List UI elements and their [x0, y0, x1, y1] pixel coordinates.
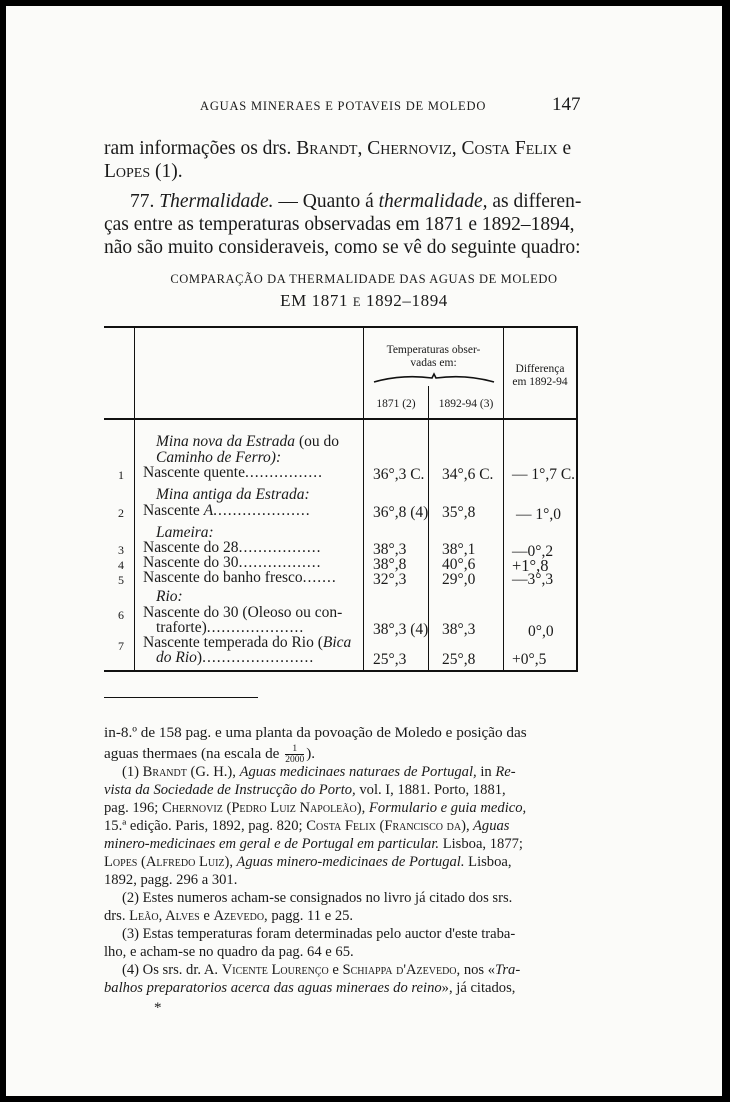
- footnote-1-line-3: [104, 800, 526, 818]
- row-diff: —0°,2: [512, 543, 554, 560]
- row-number: 4: [118, 558, 124, 572]
- footnote-1-line-4: [104, 818, 509, 836]
- header-1892: 1892-94 (3): [438, 398, 494, 410]
- table-row-name-cont: [156, 649, 314, 667]
- row-t1871: 38°,8: [373, 556, 407, 573]
- group-mina-nova-alt: (ou do: [295, 433, 339, 450]
- section-emphasis: thermalidade,: [378, 191, 488, 212]
- row-diff: — 1°,7 C.: [512, 466, 576, 483]
- intro-footnote-ref: (1).: [150, 161, 183, 182]
- intro-text-end: e: [557, 138, 572, 159]
- row-t1892: 29°,0: [442, 571, 476, 588]
- section-line-3: não são muito consideraveis, como se vê do seguinte quadro:: [104, 237, 581, 258]
- group-mina-nova-2: Caminho de Ferro):: [156, 449, 282, 466]
- footnote-separator: [104, 697, 258, 698]
- row-name: traforte): [156, 619, 207, 636]
- row-t1892: 25°,8: [442, 651, 476, 668]
- header-diff-line-1: Differença: [515, 363, 565, 375]
- row-name-em-2: do Rio: [156, 649, 197, 666]
- footnote-1-line-5: [104, 836, 523, 854]
- table-bottom-rule: [104, 670, 578, 672]
- fn-author: Leão, Alves: [129, 908, 200, 924]
- fn-author: Schiappa d'Azevedo: [342, 962, 457, 978]
- fn-author: Azevedo: [213, 908, 265, 924]
- footnote-continuation-1: in-8.º de 158 pag. e uma planta da povoação de Moledo e posição das: [104, 724, 527, 741]
- fn-text: e: [328, 962, 343, 978]
- row-t1892: 35°,8: [442, 504, 476, 521]
- fn-author: Costa Felix (Francisco da),: [306, 818, 470, 834]
- row-t1892: 40°,6: [442, 556, 476, 573]
- row-name: Nascente do banho fresco: [143, 569, 303, 586]
- fn-title: Aguas: [469, 818, 510, 834]
- footnote-1-line-1: [122, 764, 516, 782]
- leader-dots: .......................: [202, 649, 315, 666]
- fn-author: Lopes (Alfredo Luiz),: [104, 854, 234, 870]
- fn-title: Re-: [495, 764, 516, 780]
- fn-text: , pagg. 11 e 25.: [264, 908, 354, 924]
- fn-text: Lisboa, 1877;: [439, 836, 523, 852]
- table-col-rule-2: [363, 326, 364, 671]
- page-number: 147: [552, 94, 581, 115]
- group-mina-antiga: Mina antiga da Estrada:: [156, 486, 310, 503]
- header-differenca: [504, 363, 576, 389]
- header-brace-icon: [372, 372, 496, 384]
- fn-author: Chernoviz (Pedro Luiz Napoleão),: [161, 800, 366, 816]
- intro-line-1: [104, 137, 571, 160]
- intro-authors: Brandt, Chernoviz, Costa Felix: [296, 138, 558, 159]
- footnote-continuation-2: [104, 744, 315, 765]
- section-number: 77.: [130, 191, 155, 212]
- fn-text: , nos «: [456, 962, 496, 978]
- fraction-numerator: 1: [285, 744, 304, 755]
- caption-years: 1892–1894: [361, 291, 448, 310]
- header-1871: 1871 (2): [376, 398, 416, 410]
- group-rio: Rio:: [156, 588, 183, 605]
- leader-dots: .................: [238, 539, 322, 556]
- table-header-rule: [104, 418, 578, 420]
- row-name: Nascente quente: [143, 464, 245, 481]
- table-row-name: Nascente do 30 (Oleoso ou con-: [143, 604, 343, 621]
- footnote-2-line-1: (2) Estes numeros acham-se consignados no livro já citado dos srs.: [122, 890, 513, 906]
- row-diff: +0°,5: [512, 651, 547, 668]
- row-number: 6: [118, 608, 124, 622]
- row-diff: —3°,3: [512, 571, 554, 588]
- table-right-rule: [576, 326, 578, 671]
- fn-title: balhos preparatorios acerca das aguas mineraes do reino: [104, 980, 442, 996]
- fn-text: in: [476, 764, 496, 780]
- cont-text-end: ).: [306, 744, 316, 762]
- row-number: 7: [118, 639, 124, 653]
- row-number: 2: [118, 506, 124, 520]
- fn-text: 15.ª edição. Paris, 1892, pag. 820;: [104, 818, 307, 834]
- footnote-3-line-1: (3) Estas temperaturas foram determinadas pelo auctor d'este traba-: [122, 926, 516, 942]
- table-row-name: [143, 502, 311, 520]
- row-diff: +1°,8: [512, 556, 549, 575]
- header-diff-line-2: em 1892-94: [512, 376, 568, 388]
- leader-dots: ....................: [213, 502, 311, 519]
- row-t1871: 25°,3: [373, 651, 407, 668]
- row-diff: 0°,0: [528, 623, 554, 640]
- section-line-2: ças entre as temperaturas observadas em 1871 e 1892–1894,: [104, 214, 575, 235]
- row-number: 3: [118, 543, 124, 557]
- leader-dots: .................: [238, 554, 322, 571]
- row-name-em: Bica: [322, 634, 352, 651]
- fraction-denominator: 2000: [285, 755, 305, 765]
- header-temps-line-1: Temperaturas obser-: [386, 344, 481, 356]
- signature-mark: *: [154, 1000, 162, 1016]
- row-name: Nascente: [143, 502, 204, 519]
- table-col-rule-1: [134, 326, 135, 671]
- row-t1871: 32°,3: [373, 571, 407, 588]
- leader-dots: ....................: [206, 619, 305, 636]
- intro-author-lopes: Lopes: [104, 161, 151, 182]
- row-name: Nascente do 28: [143, 539, 239, 556]
- fn-marker: (1): [122, 764, 143, 780]
- footnote-3-line-2: lho, e acham-se no quadro da pag. 64 e 65.: [104, 944, 354, 960]
- header-temperaturas: [364, 344, 503, 370]
- book-page: [6, 6, 722, 1096]
- row-t1871: 38°,3 (4): [373, 621, 429, 638]
- row-t1871: 38°,3: [373, 541, 407, 558]
- group-lameira: Lameira:: [156, 524, 214, 541]
- row-number: 5: [118, 573, 124, 587]
- table-top-rule: [104, 326, 578, 328]
- row-t1892: 34°,6 C.: [442, 466, 494, 483]
- fn-title: Aguas medicinaes naturaes de Portugal,: [239, 764, 477, 780]
- caption-em: EM 1871: [280, 291, 353, 310]
- leader-dots: .......: [302, 569, 337, 586]
- fn-title: vista da Sociedade de Instrucção do Porto,: [104, 782, 356, 798]
- fn-title: minero-medicinaes em geral e de Portugal em particular.: [104, 836, 440, 852]
- cont-text: aguas thermaes (na escala de: [104, 744, 284, 762]
- table-row-name: [143, 464, 323, 482]
- leader-dots: ................: [245, 464, 323, 481]
- table-caption-1: COMPARAÇÃO DA THERMALIDADE DAS AGUAS DE MOLEDO: [170, 272, 558, 286]
- footnote-1-line-7: 1892, pagg. 296 a 301.: [104, 872, 238, 888]
- row-t1892: 38°,3: [442, 621, 476, 638]
- fn-title: Formulario e guia medico,: [365, 800, 527, 816]
- section-text-end: as differen-: [487, 191, 582, 212]
- fn-title: Aguas minero-medicinaes de Portugal.: [233, 854, 465, 870]
- fn-text: drs.: [104, 908, 130, 924]
- fn-text: », já citados,: [441, 980, 516, 996]
- fn-title: Tra-: [495, 962, 521, 978]
- row-number: 1: [118, 468, 124, 482]
- running-head: AGUAS MINERAES E POTAVEIS DE MOLEDO: [200, 99, 487, 113]
- scale-fraction: [285, 744, 304, 765]
- group-mina-nova-title: Mina nova da Estrada: [156, 433, 296, 450]
- row-name: Nascente do 30: [143, 554, 239, 571]
- footnote-2-line-2: [104, 908, 353, 926]
- fn-text: Lisboa,: [464, 854, 512, 870]
- fn-text: (G. H.),: [186, 764, 240, 780]
- fn-author: Vicente Lourenço: [221, 962, 329, 978]
- intro-text: ram informações os drs.: [104, 138, 297, 159]
- header-temps-line-2: vadas em:: [410, 357, 457, 369]
- fn-text: pag. 196;: [104, 800, 162, 816]
- fn-author: Brandt: [142, 764, 187, 780]
- row-t1892: 38°,1: [442, 541, 476, 558]
- row-name-close: ): [196, 649, 203, 666]
- section-line-1: [130, 190, 581, 213]
- row-diff: — 1°,0: [516, 506, 561, 523]
- section-text: — Quanto á: [273, 191, 379, 212]
- row-name-em: A: [203, 502, 214, 519]
- fn-text: vol. I, 1881. Porto, 1881,: [355, 782, 506, 798]
- table-row-name: [143, 569, 337, 587]
- row-t1871: 36°,3 C.: [373, 466, 425, 483]
- fn-text: e: [199, 908, 214, 924]
- footnote-1-line-2: [104, 782, 506, 800]
- footnote-4-line-1: [122, 962, 520, 980]
- row-t1871: 36°,8 (4): [373, 504, 429, 521]
- footnote-4-line-2: [104, 980, 515, 998]
- table-caption-2: [6, 291, 722, 311]
- row-name: Nascente temperada do Rio (: [143, 634, 323, 651]
- intro-line-2: [104, 160, 183, 183]
- section-title: Thermalidade.: [159, 191, 274, 212]
- fn-text: (4) Os srs. dr. A.: [122, 962, 222, 978]
- footnote-1-line-6: [104, 854, 512, 872]
- caption-e: E: [352, 295, 362, 309]
